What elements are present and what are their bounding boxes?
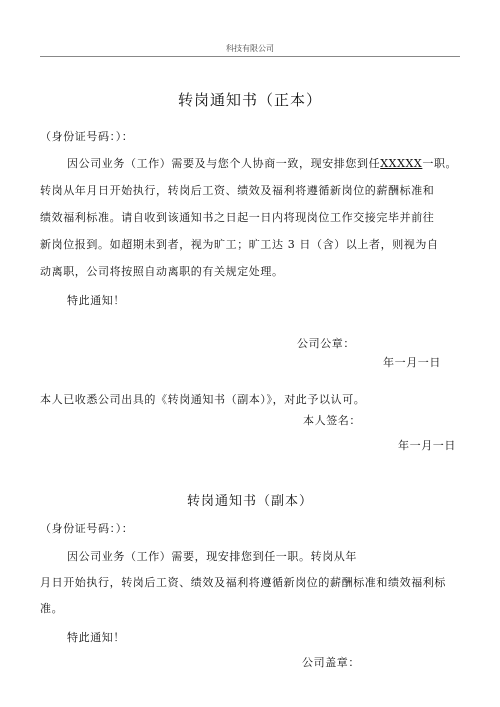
- paragraph-line: 因公司业务（工作）需要，现安排您到任一职。转岗从年: [67, 550, 357, 563]
- page-header-company: 科技有限公司: [226, 44, 274, 53]
- paragraph-line: 绩效福利标准。请自收到该通知书之日起一日内将现岗位工作交接完毕并前往: [40, 211, 435, 224]
- signature-date: 年一月一日: [398, 439, 456, 452]
- notice-line: 特此通知！: [67, 294, 125, 307]
- paragraph-line: 动离职，公司将按照自动离职的有关规定处理。: [40, 265, 284, 278]
- company-seal-label: 公司盖章：: [302, 656, 360, 669]
- paragraph-text: 因公司业务（工作）需要及与您个人协商一致，现安排您到任: [67, 157, 381, 170]
- paragraph-line: [67, 155, 457, 171]
- position-fill: XXXXX: [380, 157, 423, 170]
- paragraph-line: 转岗从年月日开始执行，转岗后工资、绩效及福利将遵循新岗位的薪酬标准和: [40, 184, 435, 197]
- paragraph-line: 准。: [40, 602, 64, 615]
- notice-line: 特此通知！: [67, 631, 125, 644]
- header-rule: [40, 56, 460, 57]
- position-suffix: 一职。: [422, 157, 458, 170]
- notice-date: 年一月一日: [383, 356, 441, 369]
- paragraph-line: 月日开始执行，转岗后工资、绩效及福利将遵循新岗位的薪酬标准和绩效福利标: [40, 576, 446, 589]
- document-title-original: 转岗通知书（正本）: [177, 91, 322, 109]
- acknowledgement-line: 本人已收悉公司出具的《转岗通知书（副本）》，对此予以认可。: [40, 393, 366, 406]
- paragraph-line: 新岗位报到。如超期未到者，视为旷工；旷工达 3 日（含）以上者，则视为自: [40, 238, 439, 251]
- id-number-line: （身份证号码：）：: [40, 130, 134, 143]
- company-seal-label: 公司公章：: [297, 337, 355, 350]
- id-number-line: （身份证号码：）：: [40, 522, 134, 535]
- document-title-copy: 转岗通知书（副本）: [186, 494, 313, 509]
- signature-label: 本人签名：: [303, 414, 361, 427]
